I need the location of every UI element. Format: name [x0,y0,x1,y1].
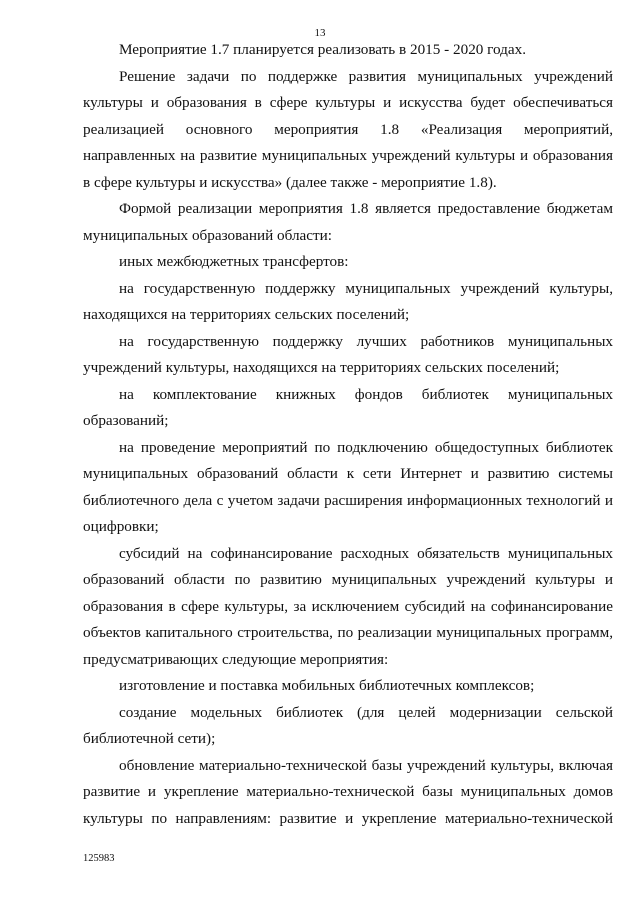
paragraph-implementation-form: Формой реализации мероприятия 1.8 является предоставление бюджетам муниципальных образований области: [83,200,613,244]
paragraph-internet-connection: на проведение мероприятий по подключению общедоступных библиотек муниципальных образований области к сети Интернет и развитию системы библиотечного дела с учетом задачи расширения информационных технологий и оцифровки; [83,438,613,535]
paragraph-cofinancing-subsidies: субсидий на софинансирование расходных обязательств муниципальных образований области по развитию муниципальных учреждений культуры и образования в сфере культуры, за исключением субсидий на софинансирование объектов капитального строительства, по реализации муниципальных программ, предусматривающих следующие мероприятия: [83,544,613,668]
document-body [83,37,613,832]
footer-document-code: 125983 [83,853,115,864]
paragraph-event-1-7: Мероприятие 1.7 планируется реализовать в 2015 - 2020 годах. [119,41,527,58]
page-number: 13 [314,27,326,39]
paragraph-model-libraries: создание модельных библиотек (для целей модернизации сельской библиотечной сети); [83,703,613,747]
paragraph-task-support: Решение задачи по поддержке развития муниципальных учреждений культуры и образования в сфере культуры и искусства будет обеспечиваться реализацией основного мероприятия 1.8 «Реализация мероприятий, направленных на развитие муниципальных учреждений культуры и образования в сфере культуры и искусства» (далее также - мероприятие 1.8). [83,67,613,191]
paragraph-other-transfers: иных межбюджетных трансфертов: [119,253,349,270]
paragraph-book-funds: на комплектование книжных фондов библиотек муниципальных образований; [83,385,613,429]
paragraph-rural-institutions: на государственную поддержку муниципальных учреждений культуры, находящихся на территориях сельских поселений; [83,279,613,323]
paragraph-best-workers: на государственную поддержку лучших работников муниципальных учреждений культуры, находящихся на территориях сельских поселений; [83,332,613,376]
paragraph-mobile-libraries: изготовление и поставка мобильных библиотечных комплексов; [119,677,535,694]
paragraph-material-base: обновление материально-технической базы учреждений культуры, включая развитие и укрепление материально-технической базы муниципальных домов культуры по направлениям: развитие и укрепление материально-технической [83,756,613,827]
